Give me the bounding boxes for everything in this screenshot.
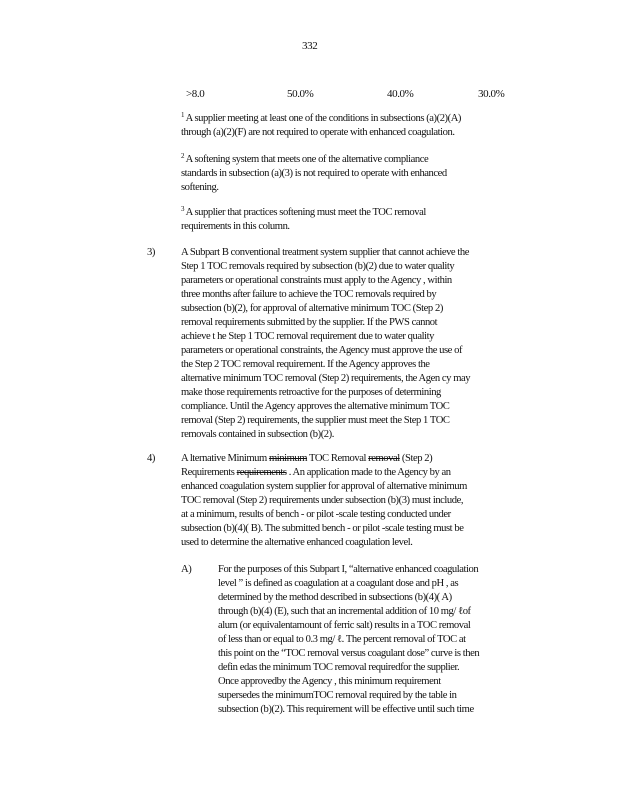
paragraph-line: this point on the “TOC removal versus coagulant dose” curve is then bbox=[218, 648, 480, 659]
paragraph-line: through (b)(4) (E), such that an incremental addition of 10 mg/ ℓof bbox=[218, 606, 471, 617]
text-run: (Step 2) bbox=[399, 453, 433, 464]
footnote-line: requirements in this column. bbox=[181, 221, 290, 232]
paragraph-line: Once approvedby the Agency , this minimum requirement bbox=[218, 676, 441, 687]
struck-text: minimum bbox=[268, 453, 308, 464]
paragraph-line: achieve t he Step 1 TOC removal requirement due to water quality bbox=[181, 331, 434, 342]
paragraph-line: Step 1 TOC removals required by subsection (b)(2) due to water quality bbox=[181, 261, 455, 272]
item-4-paragraph bbox=[181, 452, 467, 550]
paragraph-line: of less than or equal to 0.3 mg/ ℓ. The percent removal of TOC at bbox=[218, 634, 466, 645]
paragraph-line: alternative minimum TOC removal (Step 2) requirements, the Agen cy may bbox=[181, 373, 471, 384]
text-run: Requirements bbox=[181, 467, 237, 478]
paragraph-line: compliance. Until the Agency approves the alternative minimum TOC bbox=[181, 401, 450, 412]
struck-text: removal bbox=[368, 453, 400, 464]
item-3-number: 3) bbox=[147, 247, 155, 258]
table-cell: 40.0% bbox=[387, 88, 414, 100]
paragraph-line: TOC removal (Step 2) requirements under subsection (b)(3) must include, bbox=[181, 495, 464, 506]
paragraph-line bbox=[181, 452, 467, 466]
item-4-number: 4) bbox=[147, 453, 155, 464]
struck-text: requirements bbox=[236, 467, 287, 478]
text-run: TOC Removal bbox=[307, 453, 369, 464]
paragraph-line: at a minimum, results of bench - or pilot -scale testing conducted under bbox=[181, 509, 451, 520]
footnote-line: through (a)(2)(F) are not required to operate with enhanced coagulation. bbox=[181, 127, 455, 138]
paragraph-line: subsection (b)(4)( B). The submitted bench - or pilot -scale testing must be bbox=[181, 523, 464, 534]
paragraph-line: determined by the method described in subsections (b)(4)( A) bbox=[218, 592, 452, 603]
paragraph-line: removal (Step 2) requirements, the supplier must meet the Step 1 TOC bbox=[181, 415, 450, 426]
footnote-line: softening. bbox=[181, 182, 219, 193]
paragraph-line: the Step 2 TOC removal requirement. If the Agency approves the bbox=[181, 359, 430, 370]
footnote-1 bbox=[181, 112, 461, 140]
paragraph-line: alum (or equivalentamount of ferric salt) results in a TOC removal bbox=[218, 620, 471, 631]
paragraph-line bbox=[181, 466, 467, 480]
footnote-line: $^1$ A supplier meeting at least one of the conditions in subsections (a)(2)(A) bbox=[181, 111, 461, 124]
paragraph-line: subsection (b)(2), for approval of alternative minimum TOC (Step 2) bbox=[181, 303, 443, 314]
footnote-2 bbox=[181, 153, 447, 195]
paragraph-line: removal requirements submitted by the supplier. If the PWS cannot bbox=[181, 317, 438, 328]
paragraph-line: make those requirements retroactive for the purposes of determining bbox=[181, 387, 441, 398]
paragraph-line: A Subpart B conventional treatment system supplier that cannot achieve the bbox=[181, 247, 469, 258]
table-cell: 50.0% bbox=[287, 88, 314, 100]
footnote-line: $^2$ A softening system that meets one of the alternative compliance bbox=[181, 152, 429, 165]
paragraph-line: For the purposes of this Subpart I, “alternative enhanced coagulation bbox=[218, 564, 479, 575]
paragraph-line: three months after failure to achieve the TOC removals required by bbox=[181, 289, 437, 300]
paragraph-line: enhanced coagulation system supplier for approval of alternative minimum bbox=[181, 481, 467, 492]
paragraph-line: defin edas the minimum TOC removal requiredfor the supplier. bbox=[218, 662, 460, 673]
paragraph-line: used to determine the alternative enhanced coagulation level. bbox=[181, 537, 413, 548]
footnote-3 bbox=[181, 206, 426, 234]
item-a-label: A) bbox=[181, 564, 192, 575]
item-3-paragraph bbox=[181, 246, 470, 442]
paragraph-line: parameters or operational constraints must apply to the Agency , within bbox=[181, 275, 452, 286]
page-number: 332 bbox=[302, 40, 318, 52]
footnote-line: standards in subsection (a)(3) is not required to operate with enhanced bbox=[181, 168, 447, 179]
text-run: . An application made to the Agency by an bbox=[286, 467, 451, 478]
paragraph-line: level ” is defined as coagulation at a coagulant dose and pH , as bbox=[218, 578, 459, 589]
footnote-line: $^3$ A supplier that practices softening must meet the TOC removal bbox=[181, 205, 426, 218]
table-cell: 30.0% bbox=[478, 88, 505, 100]
table-cell-label: >8.0 bbox=[186, 88, 205, 100]
paragraph-line: removals contained in subsection (b)(2). bbox=[181, 429, 334, 440]
paragraph-line: subsection (b)(2). This requirement will be effective until such time bbox=[218, 704, 474, 715]
item-a-paragraph bbox=[218, 563, 479, 717]
paragraph-line: supersedes the minimumTOC removal required by the table in bbox=[218, 690, 457, 701]
text-run: A lternative Minimum bbox=[181, 453, 269, 464]
paragraph-line: parameters or operational constraints, the Agency must approve the use of bbox=[181, 345, 463, 356]
